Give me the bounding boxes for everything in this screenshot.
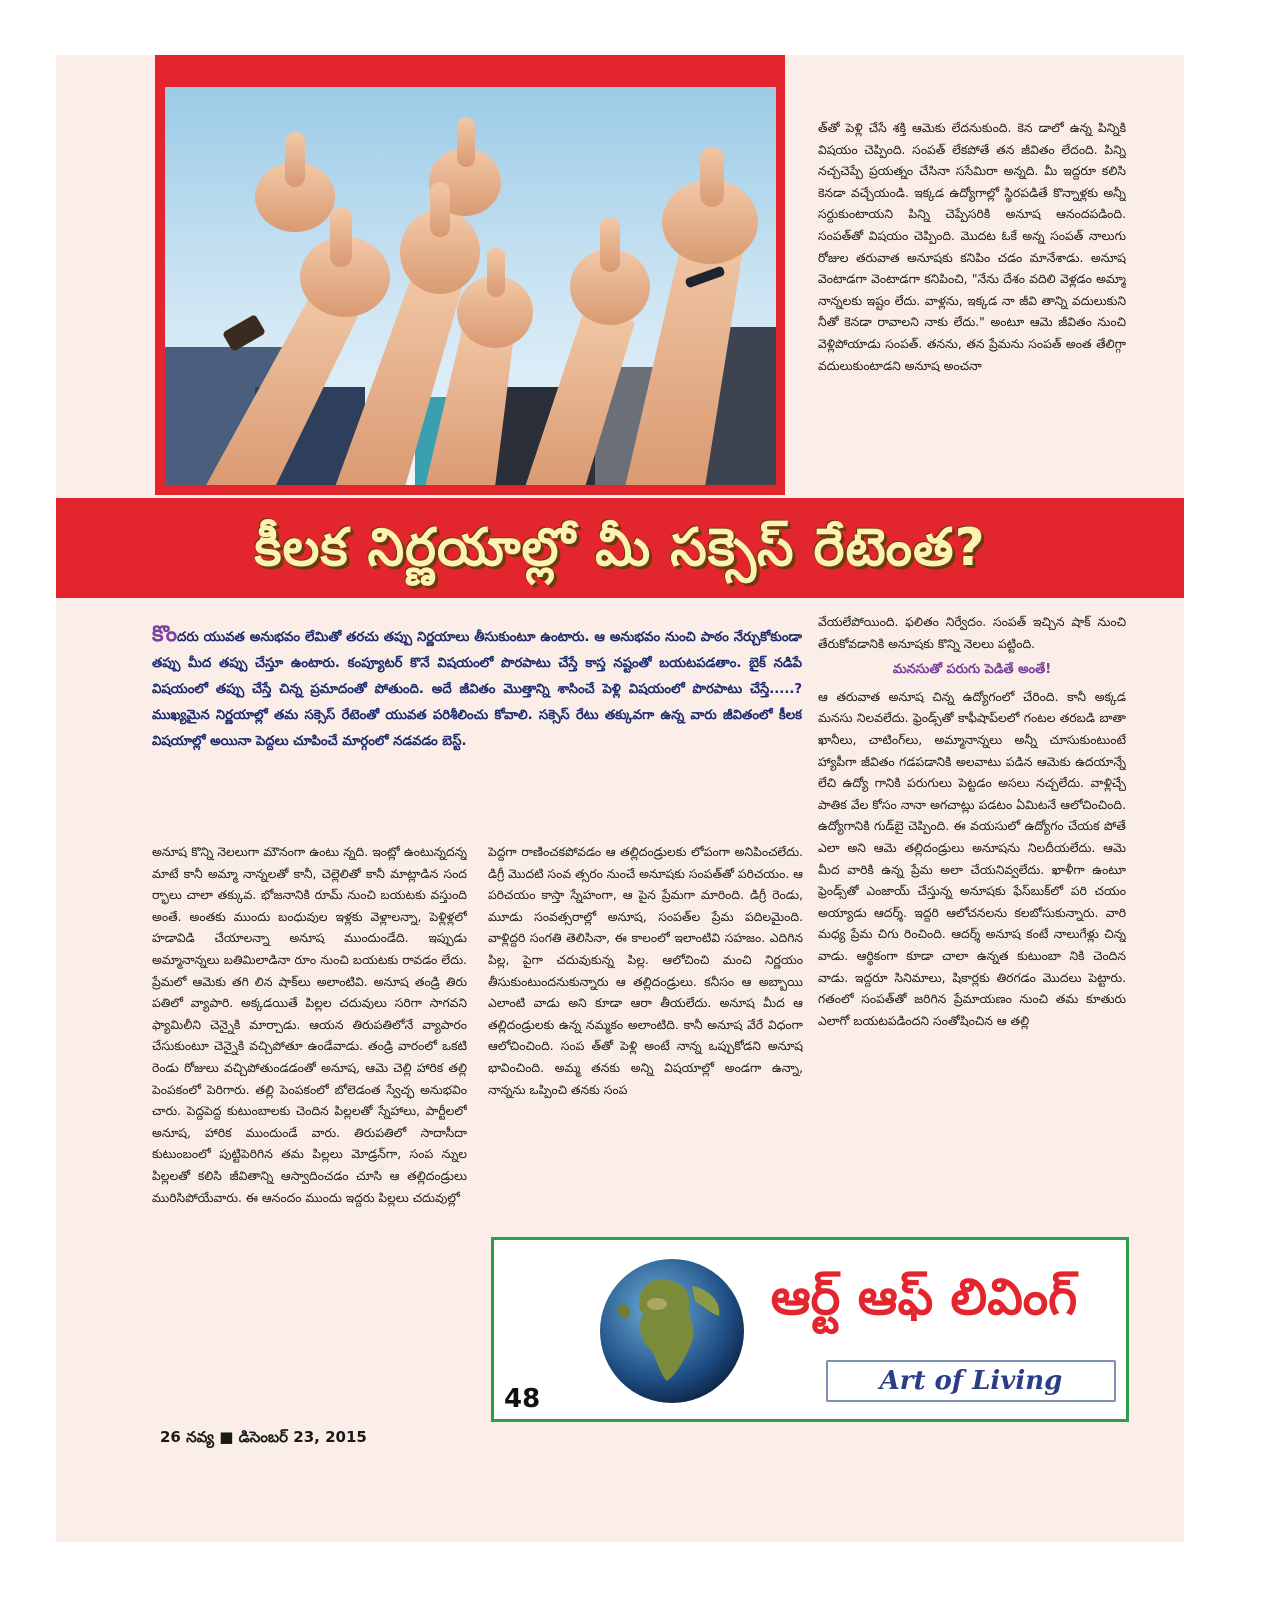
article-intro (152, 622, 802, 834)
ad-title-telugu: ఆర్ట్ ఆఫ్ లివింగ్ (770, 1268, 1078, 1326)
section-subheading: మనసుతో పరుగు పెడితే అంతే! (892, 662, 1052, 678)
page-footer (160, 1428, 367, 1450)
page-number: 26 (160, 1428, 181, 1446)
globe-icon (597, 1256, 747, 1406)
ad-title-english: Art of Living (826, 1360, 1116, 1402)
article-column-right-top: త్‌తో పెళ్లి చేసే శక్తి ఆమెకు లేదనుకుంది. కెన డాలో ఉన్న పిన్నికి విషయం చెప్పింది. సంపత్ లేకపోతే తన జీవితం లేదంది. పిన్ని నచ్చచెప్పే ప్రయత్నం చేసినా ససేమిరా అన్నది. మీ ఇద్దరూ కలిసి కెనడా వచ్చేయండి. ఇక్కడ ఉద్యోగాల్లో స్థిరపడితే కొన్నాళ్లకు అన్నీ సర్దుకుంటాయని పిన్ని చెప్పేసరికి అనూష ఆనందపడింది. సంపత్‌తో విషయం చెప్పింది. మొదట ఓకే అన్న సంపత్ నాలుగు రోజుల తరువాత అనూషకు కనిపిం చడం మానేశాడు. అనూష వెంటాడగా వెంటాడగా కనిపించి, "నేను దేశం వదిలి వెళ్లడం అమ్మా నాన్నలకు ఇష్టం లేదు. వాళ్లను, ఇక్కడ నా జీవి తాన్ని వదులుకుని నీతో కెనడా రావాలని నాకు లేదు." అంటూ ఆమె జీవితం నుంచి వెళ్లిపోయాడు సంపత్. తనను, తన ప్రేమను సంపత్ అంత తేలిగ్గా వదులుకుంటాడని అనూష అంచనా (818, 121, 1126, 373)
photo-frame (155, 55, 785, 495)
intro-dropcap: కొం (152, 622, 178, 647)
footer-bullet: ■ (219, 1428, 234, 1446)
column-3-paragraph-2: ఆ తరువాత అనూష చిన్న ఉద్యోగంలో చేరింది. కానీ అక్కడ మనసు నిలవలేదు. ఫ్రెండ్స్‌తో కాఫీషాప్‌లలో గంటల తరబడి బాతా ఖానీలు, చాటింగ్‌లు, అమ్మానాన్నలు అన్నీ చూసుకుంటుంటే హ్యాపీగా జీవితం గడపడానికి అలవాటు పడిన ఆమెకు ఉదయాన్నే లేచి ఉద్యో గానికి పరుగులు పెట్టడం అసలు నచ్చలేదు. వాళ్లిచ్చే పాతిక వేల కోసం నానా అగచాట్లు పడటం ఏమిటనే ఆలోచించింది. ఉద్యోగానికి గుడ్‌బై చెప్పింది. ఈ వయసులో ఉద్యోగం చేయక పోతే ఎలా అని ఆమె తల్లిదండ్రులు అనూషను నిలదీయలేదు. ఆమె మీద వారికి ఉన్న ప్రేమ అలా చేయనివ్వలేదు. ఖాళీగా ఉంటూ ఫ్రెండ్స్‌తో ఎంజాయ్ చేస్తున్న అనూషకు ఫేస్‌బుక్‌లో పరి చయం అయ్యాడు ఆదర్శ్. ఇద్దరి ఆలోచనలను కలబోసుకున్నారు. వారి మధ్య ప్రేమ చిగు రించింది. ఆదర్శ్ అనూష కంటే నాలుగేళ్లు చిన్న వాడు. ఆర్థికంగా కూడా చాలా ఉన్నత కుటుంబా నికి చెందిన వాడు. ఇద్దరూ సినిమాలు, షికార్లకు తిరగడం మొదలు పెట్టారు. గతంలో సంపత్‌తో జరిగిన ప్రేమాయణం నుంచి తమ కూతురు ఎలాగో బయటపడిందని సంతోషించిన ఆ తల్లి (818, 689, 1126, 1028)
headline-banner (56, 498, 1184, 598)
intro-text: దరు యువత అనుభవం లేమితో తరచు తప్పు నిర్ణయాలు తీసుకుంటూ ఉంటారు. ఆ అనుభవం నుంచి పాఠం నేర్చుకోకుండా తప్పు మీద తప్పు చేస్తూ ఉంటారు. కంప్యూటర్ కొనే విషయంలో పొరపాటు చేస్తే కాస్త నష్టంతో బయటపడతాం. బైక్ నడిపే విషయంలో తప్పు చేస్తే చిన్న ప్రమాదంతో పోతుంది. అదే జీవితం మొత్తాన్ని శాసించే పెళ్లి విషయంలో పొరపాటు చేస్తే.....? ముఖ్యమైన నిర్ణయాల్లో తమ సక్సెస్ రేటెంతో యువత పరిశీలించు కోవాలి. సక్సెస్ రేటు తక్కువగా ఉన్న వారు జీవితంలో కీలక విషయాల్లో అయినా పెద్దలు చూపించే మార్గంలో నడవడం బెస్ట్. (152, 630, 802, 749)
article-column-2: పెద్దగా రాణించకపోవడం ఆ తల్లిదండ్రులకు లోపంగా అనిపించలేదు. డిగ్రీ మొదటి సంవ త్సరం నుంచే అనూషకు సంపత్‌తో పరిచయం. ఆ పరిచయం కాస్తా స్నేహంగా, ఆ పైన ప్రేమగా మారింది. డిగ్రీ రెండు, మూడు సంవత్సరాల్లో అనూష, సంపత్‌ల ప్రేమ పదిలమైంది. వాళ్లిద్దరి సంగతి తెలిసినా, ఈ కాలంలో ఇలాంటివి సహజం. ఎదిగిన పిల్ల, పైగా చదువుకున్న పిల్ల. ఆలోచించి మంచి నిర్ణయం తీసుకుంటుందనుకున్నారు ఆ తల్లిదండ్రులు. కనీసం ఆ అబ్బాయి ఎలాంటి వాడు అని కూడా ఆరా తీయలేదు. అనూష మీద ఆ తల్లిదండ్రులకు ఉన్న నమ్మకం అలాంటిది. కానీ అనూష వేరే విధంగా ఆలోచించింది. సంప త్‌తో పెళ్లి అంటే నాన్న ఒప్పుకోడని అనూష భావించింది. అమ్మ తనకు అన్ని విషయాల్లో అండగా ఉన్నా, నాన్నను ఒప్పించి తనకు సంప (488, 845, 803, 1097)
article-column-3 (818, 612, 1126, 1222)
thumbs-up-photo (165, 87, 776, 485)
article-column-1: అనూష కొన్ని నెలలుగా మౌనంగా ఉంటు న్నది. ఇంట్లో ఉంటున్నదన్న మాటే కానీ అమ్మా నాన్నలతో కానీ, చెల్లెలితో కానీ మాట్లాడిన సంద ర్భాలు చాలా తక్కువ. భోజనానికి రూమ్ నుంచి బయటకు వస్తుంది అంతే. అంతకు ముందు బంధువుల ఇళ్లకు వెళ్లాలన్నా, పెళ్లిళ్లలో హడావిడి చేయాలన్నా అనూష ముందుండేది. ఇప్పుడు అమ్మానాన్నలు బతిమిలాడినా రూం నుంచి బయటకు రావడం లేదు. ప్రేమలో ఆమెకు తగి లిన షాక్‌లు అలాంటివి. అనూష తండ్రి తిరు పతిలో వ్యాపారి. అక్కడయితే పిల్లల చదువులు సరిగా సాగవని ఫ్యామిలీని చెన్నైకి మార్చాడు. ఆయన తిరుపతిలోనే వ్యాపారం చేసుకుంటూ చెన్నైకి వచ్చిపోతూ ఉండేవాడు. తండ్రి వారంలో ఒకటి రెండు రోజులు వచ్చిపోతుండడంతో అనూష, ఆమె చెల్లి హారిక తల్లి పెంపకంలో పెరిగారు. తల్లి పెంపకంలో బోలెడంత స్వేచ్ఛ అనుభవిం చారు. పెద్దపెద్ద కుటుంబాలకు చెందిన పిల్లలతో స్నేహాలు, పార్టీలలో అనూష, హారిక ముందుండే వారు. తిరుపతిలో సాదాసీదా కుటుంబంలో పుట్టిపెరిగిన తమ పిల్లలు మోడ్రన్‌గా, సంప న్నుల పిల్లలతో కలిసి జీవితాన్ని ఆస్వాదించడం చూసి ఆ తల్లిదండ్రులు మురిసిపోయేవారు. ఈ ఆనందం ముందు ఇద్దరు పిల్లలు చదువుల్లో (152, 845, 467, 1205)
magazine-name: నవ్య (186, 1428, 215, 1446)
thumbs-up-illustration (165, 87, 776, 485)
article-headline: కీలక నిర్ణయాల్లో మీ సక్సెస్ రేటెంత? (254, 518, 986, 578)
art-of-living-advertisement (491, 1237, 1129, 1422)
ad-number: 48 (504, 1384, 541, 1414)
issue-date: డిసెంబర్ 23, 2015 (238, 1428, 367, 1446)
column-3-paragraph-1: వేయలేపోయింది. ఫలితం నిర్వేదం. సంపత్ ఇచ్చిన షాక్ నుంచి తేరుకోవడానికి అనూషకు కొన్ని నెలలు పట్టింది. (818, 615, 1126, 651)
